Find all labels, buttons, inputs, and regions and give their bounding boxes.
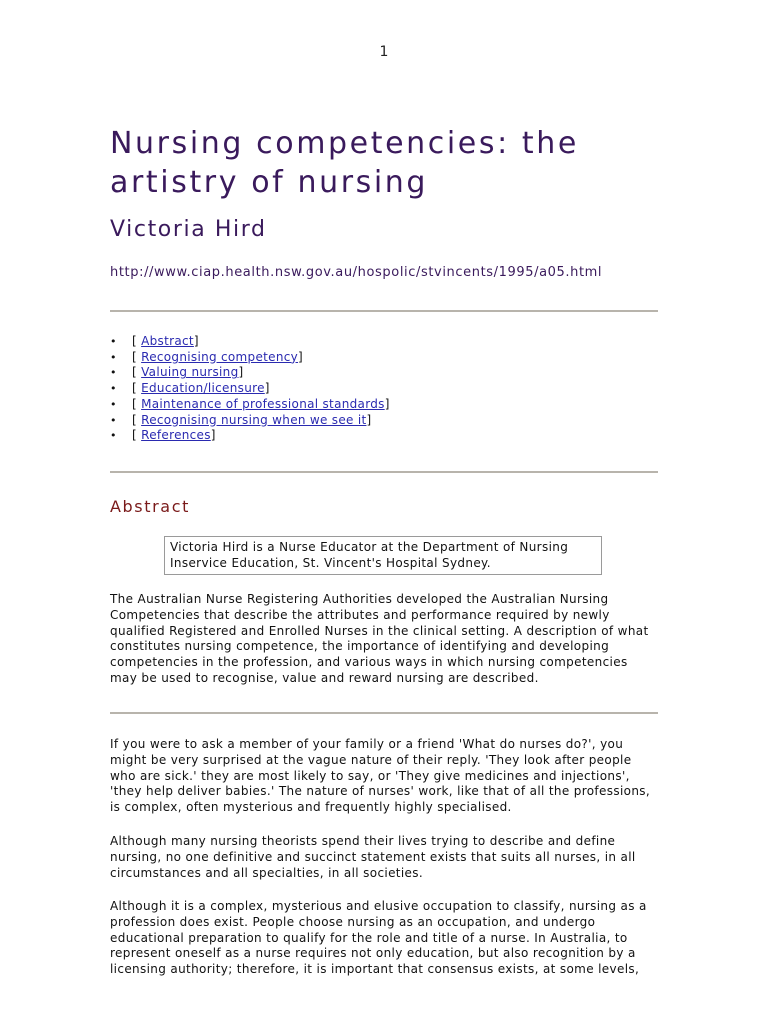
toc-link-maintenance-standards[interactable]: Maintenance of professional standards — [141, 396, 385, 411]
bullet-icon: • — [110, 366, 117, 380]
toc-item: • [ Recognising nursing when we see it] — [110, 412, 372, 427]
bullet-icon: • — [110, 413, 117, 427]
divider-after-abstract — [110, 712, 658, 714]
toc-link-valuing-nursing[interactable]: Valuing nursing — [141, 365, 239, 380]
toc-link-recognising-nursing[interactable]: Recognising nursing when we see it — [141, 412, 367, 427]
source-url: http://www.ciap.health.nsw.gov.au/hospolic/stvincents/1995/a05.html — [110, 265, 603, 280]
toc-item: • [ Abstract] — [110, 334, 199, 348]
body-paragraph-3: Although it is a complex, mysterious and elusive occupation to classify, nursing as a profession does exist. People choose nursing as an occupation, and undergo educational preparation to qualify for the role and title of a nurse. In Australia, to represent oneself as a nurse requires not only education, but also recognition by a licensing authority; therefore, it is important that consensus exists, at some levels, — [110, 899, 647, 977]
bullet-icon: • — [110, 397, 117, 411]
article — [110, 124, 658, 977]
bullet-icon: • — [110, 429, 117, 443]
body-paragraph-2: Although many nursing theorists spend their lives trying to describe and define nursing, no one definitive and succinct statement exists that suits all nurses, in all circumstances and all specialties, in all societies. — [110, 834, 636, 880]
toc-link-references[interactable]: References — [141, 428, 211, 443]
toc-link-education-licensure[interactable]: Education/licensure — [141, 381, 265, 396]
article-author: Victoria Hird — [110, 217, 267, 242]
article-title: Nursing competencies: the artistry of nursing — [110, 126, 579, 200]
author-bio-box: Victoria Hird is a Nurse Educator at the Department of Nursing Inservice Education, St. Vincent's Hospital Sydney. — [164, 536, 602, 575]
divider-after-toc — [110, 471, 658, 473]
toc-item: • [ Valuing nursing] — [110, 365, 244, 380]
abstract-text: The Australian Nurse Registering Authorities developed the Australian Nursing Competencies that describe the attributes and performance required by newly qualified Registered and Enrolled Nurses in the clinical setting. A description of what constitutes nursing competence, the importance of identifying and developing competencies in the profession, and various ways in which nursing competencies may be used to recognise, value and reward nursing are described. — [110, 592, 649, 685]
divider-top — [110, 310, 658, 312]
page-number: 1 — [379, 44, 389, 60]
toc-item: • [ Education/licensure] — [110, 381, 270, 396]
table-of-contents — [110, 334, 680, 444]
toc-item: • [ Recognising competency] — [110, 349, 304, 364]
bullet-icon: • — [110, 382, 117, 396]
toc-link-abstract[interactable]: Abstract — [141, 334, 194, 348]
abstract-heading: Abstract — [110, 497, 190, 516]
bullet-icon: • — [110, 335, 117, 348]
toc-item: • [ References] — [110, 428, 216, 443]
bullet-icon: • — [110, 350, 117, 364]
body-paragraph-1: If you were to ask a member of your family or a friend 'What do nurses do?', you might be very surprised at the vague nature of their reply. 'They look after people who are sick.' they are most likely to say, or 'They give medicines and injections', 'they help deliver babies.' The nature of nurses' work, like that of all the professions, is complex, often mysterious and frequently highly specialised. — [110, 737, 651, 815]
toc-item: • [ Maintenance of professional standards] — [110, 396, 390, 411]
toc-link-recognising-competency[interactable]: Recognising competency — [141, 349, 299, 364]
